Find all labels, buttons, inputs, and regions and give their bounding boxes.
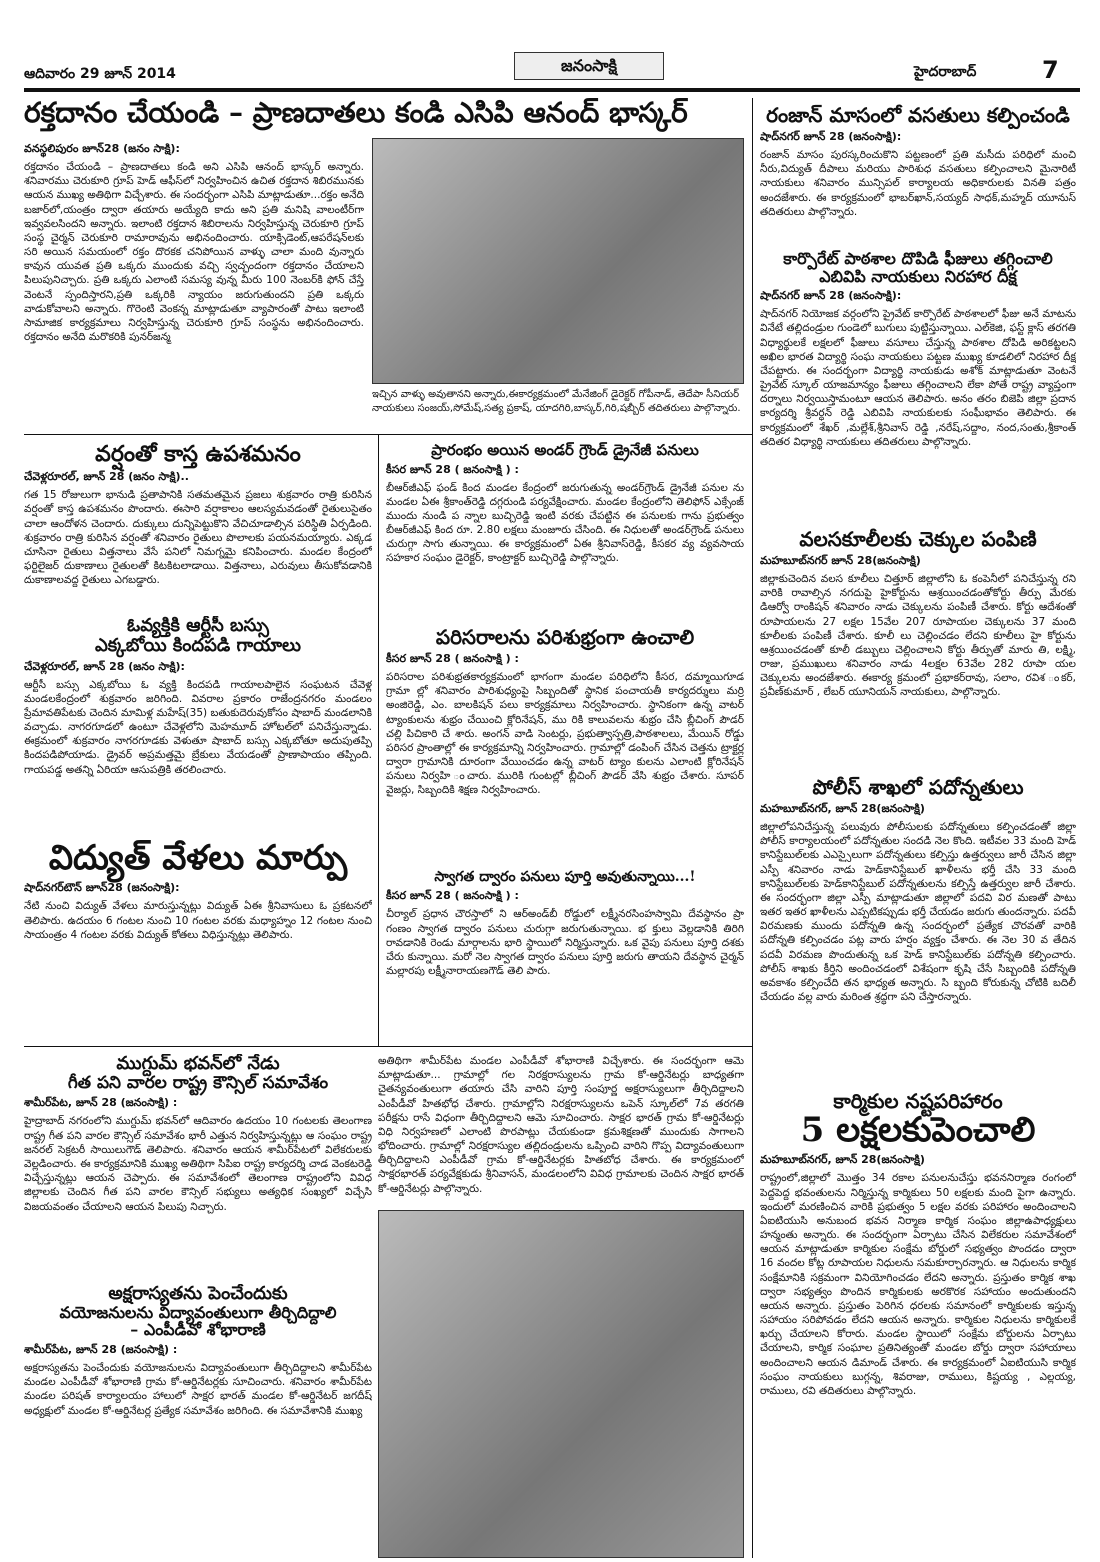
article-dateline: మహబూబ్‌నగర్, జూన్ 28(జనంసాక్షి) — [760, 802, 925, 815]
article-subheadline: ఎక్కబోయి కిందపడి గాయాలు — [95, 634, 301, 656]
article-body: ఆర్టీసీ బస్సు ఎక్కబోయి ఓ వ్యక్తి కిందపడి గాయాలపాలైన సంఘటన చేవెళ్ల మండలకేంద్రంలో శుక్రవారం జరిగింది. వివరాల ప్రకారం రాజేంద్రనగరం మండలం ప్రేమావతిపేటకు చెందిన మామిళ్ల మహేష్(35) బతుకుదెరువుకోసం షాబాద్ మండలానికి వచ్చాడు. నాగరగూడలో ఉంటూ చేవెళ్లలోని మెహమూద్ హోటల్‌లో పనిచేస్తున్నాడు. ఈక్రమంలో శుక్రవారం నాగరగూడకు వెళుతూ షాబాద్ బస్సు ఎక్కబోతూ అదుపుతప్పి కిందపడిపోయాడు. డ్రైవర్ అప్రమత్తమై బ్రేకులు వేయడంతో ప్రాణాపాయం తప్పింది. గాయపడ్డ అతన్ని ఏరియా ఆసుపత్రికి తరలించారు. — [24, 678, 372, 776]
article-corporate-fees — [760, 250, 1076, 522]
newspaper-logo: జనంసాక్షి — [514, 52, 664, 80]
article-headline: అక్షరాస్యతను పెంచేందుకు — [108, 1284, 288, 1304]
article-power-timings — [24, 840, 372, 1020]
article-dateline: చేవెళ్లరూరల్, జూన్ 28 (జనం సాక్షి): — [24, 659, 185, 673]
article-headline: ముగ్దుమ్ భవన్‌లో నేడు — [116, 1054, 280, 1074]
page-number: 7 — [1042, 56, 1059, 84]
article-blood-donation — [24, 98, 744, 129]
article-body: అక్షరాస్యతను పెంచేందుకు వయోజనులను విద్యావంతులుగా తీర్చిదిద్దాలని శామీర్‌పేట మండల ఎంపీడీవో శోభారాణి గ్రామ కో-ఆర్డినేటర్లకు సూచించారు. శనివారం శామీర్‌పేట మండల పరిషత్ కార్యాలయం హాలులో సాక్షర భారత్ మండల కో-ఆర్డినేటర్ జగదీష్ అధ్యక్షులో మండల కో-ఆర్డినేటర్ల ప్రత్యేక సమావేశం జరిగింది. ఈ సమావేశానికి ముఖ్య — [24, 1361, 372, 1417]
section-rule — [24, 1046, 752, 1047]
article-body: అతిథిగా శామీర్‌పేట మండల ఎంపీడీవో శోభారాణి విచ్చేశారు. ఈ సందర్భంగా ఆమె మాట్లాడుతూ... గ్రామాల్లో గల నిరక్షరాస్యులను గ్రామ కో-ఆర్డినేటర్లు బాధ్యతగా చైతన్యవంతులుగా తయారు చేసి వారిని పూర్తి సంపూర్ణ అక్షరాస్యులుగా తీర్చిదిద్దాలని ఎంపీడీవో హితభోధ చేశారు. గ్రామాల్లోని నిరక్షరాస్యులను ఒపెన్ స్కూల్‌లో 7వ తరగతి పరీక్షను రాసే విధంగా తీర్చిదిద్దాలని ఆమె సూచించారు. సాక్షర భారత్ గ్రామ కో-ఆర్డినేటర్లు విధి నిర్వహణలో ఎలాంటి పొరపాట్లు చేయకుండా క్రమశిక్షణతో ముందుకు సాగాలని భోదించారు. గ్రామాల్లో నిరక్షరాస్యుల తల్లిదండ్రులను ఒప్పించి వారిని గొప్ప విద్యావంతులుగా తీర్చిదిద్దాలని ఎంపీడీవో గ్రామ కో-ఆర్డినేటర్లకు హితబోధ చేశారు. ఈ కార్యక్రమంలో సాక్షరభారత్ పర్యవేక్షకుడు శ్రీనివాసన్, మండలంలోని వివిధ గ్రామాలకు చెందిన సాక్షర భారత్ కో-ఆర్డినేటర్లు పాల్గొన్నారు. — [378, 1055, 744, 1195]
article-dateline: మహబూబ్‌నగర్, జూన్ 28(జనంసాక్షి) — [760, 1153, 925, 1167]
article-ramzan — [760, 98, 1076, 248]
article-body: పరిసరాల పరిశుభ్రతకార్యక్రమంలో భాగంగా మండల పరిధిలోని కీసర, దమ్మాయిగూడ గ్రామా ల్లో శనివారం పారిశుధ్యంపై సిబ్బందితో స్థానిక పంచాయతీ కార్యదర్శులు మర్రి అంజిరెడ్డి, ఎం. బాలకిషన్ పలు కార్యక్రమాలు నిర్వహించారు. స్థానికంగా ఉన్న వాటర్ ట్యాంకులను శుభ్రం చేయించి క్లోరినేషన్, ము రికి కాలువలను శుభ్రం చేసి బ్లీచింగ్ పౌడర్ చల్లి పిచికారి చే శారు. అంగన్ వాడి సెంటర్లు, ప్రభుత్వాస్పత్రి,పాఠశాలలు, మేయిన్ రోడ్డు పరిసర ప్రాంతాల్లో ఈ కార్యక్రమాన్ని నిర్వహించారు. గ్రామాల్లో డంపింగ్ చేసిన చెత్తను ట్రాక్టర్ల ద్వారా గ్రామానికి దూరంగా వేయించడం ఉన్న వాటర్ ట్యాం కులను ఎలాంటి క్లోరినేషన్ పనులు నిర్వహి ంచారు. మురికి గుంటల్లో బ్లీచింగ్ పౌడర్ వేసి శుభ్రం చేశారు. సూపర్ వైజర్లు, సిబ్బందికి శిక్షణ నిర్వహించారు. — [386, 671, 744, 797]
edition-city: హైదరాబాద్ — [914, 64, 977, 80]
blood-donation-photo — [372, 138, 744, 384]
article-headline: కార్పొరేట్ పాఠశాల దొపిడి ఫీజులు తగ్గించాలి — [783, 250, 1053, 268]
article-headline: ఓవ్యక్తికి ఆర్టీసీ బస్సు — [127, 616, 269, 636]
literacy-meeting-photo — [378, 1210, 744, 1558]
article-body: రంజాన్ మాసం పురస్కరించుకొని పట్టణంలో ప్రతి మసీదు పరిధిలో మంచి నీరు,విద్యుత్ దీపాలు మరియు పారిశుధ వసతులు కల్పించాలని మైనారిటీ నాయకులు శనివారం మున్సిపల్ కార్యాలయ అధికారులకు వినతి పత్రం అందజేశారు. ఈ కార్యక్రమంలో భాబర్‌ఖాన్,సయ్యద్ సాధక్,మహ్మద్ యూనుస్ తదితరులు పాల్గొన్నారు. — [760, 149, 1076, 218]
article-headline: విద్యుత్ వేళలు మార్పు — [48, 840, 348, 878]
article-dateline: షాద్‌నగర్‌టౌన్ జూన్28 (జనంసాక్షి): — [24, 881, 180, 895]
article-body: బీఆర్‌జీఎఫ్ ఫండ్ కింద మండల కేంద్రంలో జరుగుతున్న అండర్‌గ్రౌండ్ డ్రైనేజీ పనుల ను మండల ఏఈ శ్రీకాంత్‌రెడ్డి దగ్గరుండి పర్యవేక్షించారు. మండల కేంద్రంలోని తెలిఫోన్ ఎక్సేంజ్ ముందు నుండి ప న్నాల బుచ్చిరెడ్డి ఇంటి వరకు చేపట్టిన ఈ పనులకు గాను ప్రభుత్వం బీఆర్‌జీఎఫ్ కింద రూ. 2.80 లక్షలు మంజూరు చేసింది. ఈ నిధులతో అండర్‌గ్రౌండ్ పనులు చురుగ్గా సాగు తున్నాయి. ఈ కార్యక్రమంలో ఏఈ శ్రీనివాస్‌రెడ్డి, కీసకర వ్య వ్యవసాయ సహకార సంఘం డైరెక్టర్, కాంట్రాక్టర్ బుచ్చిరెడ్డి పాల్గొన్నారు. — [386, 481, 744, 565]
article-body: నేటి నుంచి విద్యుత్ వేళలు మారుస్తున్నట్లు విద్యుత్ ఏఈ శ్రీనివాసులు ఓ ప్రకటనలో తెలిపారు. ఉదయం 6 గంటల నుంచి 10 గంటల వరకు మధ్యాహ్నం 12 గంటల నుంచి సాయంత్రం 4 గంటల వరకు విద్యుత్ కోతలు విధిస్తున్నట్లు తెలిపారు. — [24, 900, 372, 941]
article-dateline: కీసర జూన్ 28 ( జనంసాక్షి ) : — [386, 652, 519, 665]
article-dateline: శామీర్‌పేట, జూన్ 28 (జనంసాక్షి) : — [24, 1096, 178, 1110]
article-subheadline: వయోజనులను విద్యావంతులుగా తీర్చిదిద్దాలి — [59, 1302, 337, 1322]
article-headline: వర్షంతో కాస్త ఉపశమనం — [95, 442, 301, 467]
article-headline: కార్మికుల నష్టపరిహారం — [833, 1090, 1003, 1113]
article-byline: – ఎంపీడీవో శోభారాణి — [130, 1320, 266, 1340]
article-headline: వలసకూలీలకు చెక్కుల పంపిణి — [799, 528, 1037, 551]
article-body: రాష్ట్రంలో,జిల్లాలో మొత్తం 34 రకాల పనులనుచేస్తు భవననిర్మాణ రంగంలో పెద్దపెద్ద భవంతులను నిర్మిస్తున్న కార్మికులు 50 లక్షలకు మంది పైగా ఉన్నారు. ఇందులో మరణించిన వారికి ప్రభుత్వం 5 లక్షల వరకు పరిహారం అందించాలని ఏఐటియుసి అనుబంద భవన నిర్మాణ కార్మిక సంఘం జిల్లాఉపాధ్యక్షులు హన్మంతు అన్నారు. ఈ సందర్భంగా ఏర్పాటు చేసిన విలేకరుల సమావేశంలో ఆయన మాట్లాడుతూ కార్మికుల సంక్షేమ బోర్డులో సభ్యత్వం పొందడం ద్వారా 16 వందల కోట్ల రూపాయల నిధులను సమకూర్చారన్నారు. ఆ నిధులను కార్మిక సంక్షేమానికి సక్రమంగా వినియోగించడం లేదని అన్నారు. ప్రస్తుతం కార్మిక శాఖ ద్వారా సభ్యత్వం పొందిన కార్మికులకు అరకొరక సహాయం అందుతుందని ఆయన అన్నారు. ప్రస్తుతం పెరిగిన ధరలకు సమానంలో కార్మికులకు ఇస్తున్న సహాయం సరిపోవడం లేదని ఆయన అన్నారు. కార్మికుల నిధులను కార్మికులకే ఖర్చు చేయాలని కోరారు. మండల స్థాయిలో సంక్షేమ బోర్డులను ఏర్పాటు చేయాలని, కార్మిక సంఘాల ప్రతినిత్యంతో మండల బోర్డు ద్వారా సహాయాలు అందించాలని ఆయన డిమాండ్ చేశారు. ఈ కార్యక్రమంలో ఏఐటియుసి కార్మిక సంఘం నాయకులు బుగ్గన్న, శివరాజు, రాములు, కిష్టయ్య , ఎల్లయ్య, రాములు, రవి తదితరులు పాల్గొన్నారు. — [760, 1172, 1076, 1397]
article-literacy-continued — [378, 1054, 744, 1204]
article-subheadline: 5 లక్షలకుపెంచాలి — [800, 1110, 1036, 1150]
section-rule — [24, 434, 752, 435]
column-rule — [752, 98, 753, 1558]
article-body: రక్తదానం చేయండి – ప్రాణదాతలు కండి అని ఎసిపి ఆనంద్ భాస్కర్ అన్నారు. శనివారము చెరుకూరి గ్రూప్ హెడ్ ఆఫీస్‌లో నిర్వహించిన ఉచిత రక్తదాన శిబిరమునకు ఆయన ముఖ్య అతిథిగా విచ్చేశారు. ఈ సందర్భంగా ఎసిపి మాట్లాడుతూ...రక్తం అనేది బజార్‌లో,యంత్రం ద్వారా తయారు అయ్యేది కాదు అని ప్రతి మనిషి వాలంటీర్‌గా ఇవ్వవలసిందని అన్నారు. ఇలాంటి రక్తదాన శిబిరాలను నిర్వహిస్తున్న చెరుకూరి గ్రూప్ సంస్థ చైర్మన్ చెరుకూరి రామారావును అభినందించారు. యాక్సిడెంట్,ఆపరేషన్‌లకు సరి అయిన సమయంలో రక్తం దొరకక చనిపోయిన వాళ్ళు చాలా మంది వున్నారు కావున యువత ప్రతి ఒక్కరు ముందుకు వచ్చి స్వచ్ఛందంగా రక్తదానం చేయాలని పిలుపునిచ్చారు. ప్రతి ఒక్కరు ఎలాంటి సమస్య వున్న మీరు 100 నెంబర్‌కి ఫోన్ చేస్తే వెంటనే స్పందిస్తారని,ప్రతి ఒక్కరికి న్యాయం జరుగుతుందని ప్రతి ఒక్కరు వాడుకోవాలని అన్నారు. గొరెంటి వెంకన్న మాట్లాడుతూ వ్యాపారంతో పాటు ఇలాంటి సామాజిక కార్యక్రమాలు నిర్వహిస్తున్న చెరుకూరి గ్రూప్ సంస్థను అభినందించారు. రక్తదానం అనేది మరొకరికి పునర్‌జన్మ — [24, 161, 364, 344]
issue-date: ఆదివారం 29 జూన్ 2014 — [24, 66, 176, 82]
article-welcome-arch — [386, 870, 744, 1038]
article-body: చీర్యాల్ ప్రధాన చౌరస్తాలో ని ఆర్‌అండ్‌బీ రోడ్డులో లక్ష్మీనరసింహస్వామి దేవస్థానం ప్రా గంణం స్వాగత ద్వారం పనులు చురుగ్గా జరుగుతున్నాయి. భ క్తులు వెల్లడానికి తిరిగి రావడానికి రెండు మార్గాలను భారి స్థాయిలో నిర్మిస్తున్నారు. ఒక వైపు పనులు పూర్తి దశకు చేరు కున్నాయి. మరో నెల స్వాగత ద్వారం పనులు పూర్తి జరుగు తాయని దేవస్థాన చైర్మన్ మల్లారపు లక్ష్మీనారాయణగౌడ్ తెలి పారు. — [386, 908, 744, 978]
article-body: జిల్లాకుచెందిన వలస కూలీలు చిత్తూర్ జిల్లాలోని ఓ కంపెనీలో పనిచేస్తున్న రని వారికి రావాల్సిన నగదుపై హైకోర్టును ఆశ్రయించడంతోకోర్టు తీర్పు మేరకు డిఆర్వో రాంకిషన్ శనివారం నాడు చెక్కులను పంపిణీ చేశారు. కోర్టు ఆదేశంతో రూపాయలను 27 లక్షల 15వేల 207 రూపాయల చెక్కులను 37 మంది కూలీలకు పంపిణీ చేశారు. కూలీ లు చెల్లించడం లేదని కూలీలు హై కోర్టును ఆశ్రయించడంతో కూలీ డబ్బులు చెల్లించాలని కోర్టు తీర్పుతో మారు తి, లక్ష్మి, రాజు, ప్రముఖులు శనివారం నాడు 4లక్షల 63వేల 282 రూపా యల చెక్కులను అందజేశారు. ఈకార్య క్రమంలో ప్రభాకర్‌రావు, సలాం, రవిశ ంకర్, ప్రవీణ్‌కుమార్ , లేబర్ యూనియన్ నాయకులు, పాల్గొన్నారు. — [760, 573, 1076, 699]
article-makhdoom-bhavan — [24, 1054, 372, 1280]
article-underground-drainage — [386, 442, 744, 622]
article-subheadline: ఎబివిపి నాయకులు నిరహార దీక్ష — [819, 266, 1017, 286]
article-police-promotions — [760, 776, 1076, 1086]
article-blood-donation-body — [24, 138, 364, 428]
article-dateline: చేవెళ్లరూరల్, జూన్ 28 (జనం సాక్షి).. — [24, 470, 189, 484]
article-cleanliness — [386, 626, 744, 866]
article-dateline: శామీర్‌పేట, జూన్ 28 (జనంసాక్షి) : — [24, 1342, 178, 1356]
article-dateline: మహబూబ్‌నగర్ జూన్ 28(జనంసాక్షి) — [760, 554, 921, 567]
article-dateline: షాద్‌నగర్ జూన్ 28 (జనంసాక్షి): — [760, 289, 902, 303]
article-headline: పోలీస్ శాఖలో పదోన్నతులు — [812, 776, 1024, 799]
article-body: జిల్లాలోపనిచేస్తున్న పలువురు పోలీసులకు పదోన్నతులు కల్పించడంతో జిల్లా పోలీస్ కార్యాలయంలో పదోన్నతుల సందడి నెల కొంది. ఇటీవల 33 మంది హెడ్ కానిస్టేబుల్‌లకు ఎఎస్సైలుగా పదోన్నతులు కల్పిస్తు ఉత్తర్వులు జారీ చేసిన జిల్లా ఎస్పీ శనివారం నాడు హెడ్‌కానిస్టేబుల్ ఖాళీలను భర్తీ చేసి 33 మంది కానిస్టేబుల్‌లకు హెడ్‌కానిస్టేబుల్ పదోన్నతులను కల్పిస్తే ఉత్తర్వుల జారీ చేశారు. ఈ సందర్భంగా జిల్లా ఎస్పీ మాట్లాడుతూ జిల్లాలో పదవి విర మణతో పాటు ఇతర ఇతర ఖాళీలను ఎప్పటికప్పుడు భర్తీ చేయడం జరుగు తుందన్నారు. పదవీ విరమణకు ముందు పదోన్నతి ఉన్న సందర్భంలో ప్రత్యేక చొరవతో వారికి పదోన్నతి కల్పించడం పట్ల వారు హర్షం వ్యక్తం చేశారు. ఈ నెల 30 వ తేదిన పదవీ విరమణ పొందుతున్న ఒక హెడ్ కానిస్టేబుల్‌కు పదోన్నతి కల్పించారు. పోలీస్ శాఖకు కీర్తిని అందించడంలో విశేషంగా కృషి చేసే సిబ్బందికి పదోన్నతి అవకాశం కల్పించేది తన భాధ్యత అన్నారు. సి బ్బంది కోరుకున్న చోటికి బదిలీ చేయడం వల్ల వారు మరింత శ్రద్ధగా పని చేస్తారన్నారు. — [760, 821, 1076, 1004]
article-rain-relief — [24, 442, 372, 612]
article-headline: స్వాగత ద్వారం పనులు పూర్తి అవుతున్నాయి...! — [434, 870, 696, 885]
article-dateline: షాద్‌నగర్ జూన్ 28 (జనంసాక్షి): — [760, 130, 902, 143]
masthead — [24, 52, 1080, 96]
masthead-rule — [24, 88, 1080, 92]
article-headline: రక్తదానం చేయండి – ప్రాణదాతలు కండి ఎసిపి ఆనంద్ భాస్కర్ — [24, 96, 688, 129]
article-headline: పరిసరాలను పరిశుభ్రంగా ఉంచాలి — [435, 626, 695, 649]
article-dateline: వనస్థలిపురం జూన్28 (జనం సాక్షి): — [24, 142, 180, 155]
article-rtc-bus-accident — [24, 616, 372, 838]
article-migrant-cheques — [760, 528, 1076, 772]
article-workers-compensation — [760, 1090, 1076, 1558]
article-dateline: కీసర జూన్ 28 ( జనంసాక్షి ) : — [386, 889, 519, 903]
article-literacy — [24, 1284, 372, 1558]
article-body: షాద్‌నగర్ నియోజక వర్గంలోని ప్రైవేట్ కార్పొరేట్ పాఠశాలలో ఫీజు అనే మాటను వినేటే తల్లిదండ్రుల గుండెలో బుగులు పుట్టిస్తున్నాయి. ఎల్‌కెజి, ఫస్ట్ క్లాస్ తరగతి విధ్యార్థులకే లక్షలలో ఫీజులు వసూలు చేస్తున్న పాఠశాల దోపిడి అరికట్టలని అఖిల భారత విద్యార్థి సంఘ నాయకులు పట్టణ ముఖ్య కూడలిలో నిరహార దీక్ష చేపట్టారు. ఈ సందర్భంగా విద్యార్థి నాయకుడు అశోక్ మాట్లాడుతూ వెంటనే ప్రైవేట్ స్కూల్ యాజమాన్యం ఫీజులు తగ్గించాలని లేకా పోతే రాష్ట్ర వ్యాప్తంగా దర్నాలు నిర్వయిస్తామంటూ ఆయన తెలిపారు. అనం తరం బిజెపి జిల్లా ప్రదాన కార్యదర్శి శ్రీవర్ధన్ రెడ్డి ఎబివిపి నాయకులకు సంఘీభావం తెలిపారు. ఈ కార్యక్రమంలో శేఖర్ ,మల్లేశ్,శ్రీనివాస్ రెడ్డి ,నరేష్,సద్దాం, నంద,సంతు,శ్రీకాంత్ తదితర విధ్యార్థి నాయకులు తదితరులు పాల్గొన్నారు. — [760, 308, 1076, 448]
photo-caption: ఇచ్చిన వాళ్ళు అవుతానని అన్నారు,ఈకార్యక్రమంలో మేనేజింగ్ డైరెక్టర్ గోపీనాడ్, తెదేపా సీనియర్ నాయకులు సంజయ్,సోమేష్,సత్య ప్రకాష్, యాదగిరి,బాస్కర్,గిరి,షబ్బీర్ తదితరులు పాల్గొన్నారు. — [372, 389, 741, 414]
article-subheadline: గీత పని వారల రాష్ట్ర కౌన్సిల్ సమావేశం — [67, 1072, 329, 1093]
article-body: గత 15 రోజులుగా భానుడి ప్రతాపానికి సతమతమైన ప్రజలు శుక్రవారం రాత్రి కురిసిన వర్షంతో కాస్త ఉపశమనం పొందారు. ఈసారి వర్షాకాలం ఆలస్యమవడంతో రైతులుసైతం చాలా ఆందోళన చెందారు. దుక్కులు దున్నిపెట్టుకొని వేచిచూడాల్సిన పరిస్థితి ఏర్పడింది. శుక్రవారం రాత్రి కురిసిన వర్షంతో శనివారం రైతులు పొలాలకు పయనమయ్యారు. ఎక్కడ చూసినా రైతులు విత్తనాలు వేసే పనిలో నిమగ్నమై కనిపించారు. మండల కేంద్రంలో ఫర్టిలైజర్ దుకాణాలు రైతులతో కిటకిటలాడాయి. విత్తనాలు, ఎరువులు తీసుకోవడానికి దుకాణాలవద్ద రైతులు ఎగబడ్డారు. — [24, 489, 372, 587]
article-body: హైద్రాబాద్ నగరంలోని ముగ్దుమ్ భవన్‌లో ఆదివారం ఉదయం 10 గంటలకు తెలంగాణ రాష్ట్ర గీత పని వారల కౌన్సిల్ సమావేశం భారీ ఎత్తున నిర్వహిస్తున్నట్లు ఆ సంఘం రాష్ట్ర జనరల్ సెక్రటరీ సాయిలుగౌడ్ తెలిపారు. శనివారం ఆయన శామీర్‌పేటలో విలేకరులకు వెల్లడించారు. ఈ కార్యక్రమానికి ముఖ్య అతిథిగా సిపిఐ రాష్ట్ర కార్యదర్శి చాడ వెంకటరెడ్డి విచ్చేస్తున్నట్లు ఆయన చెప్పారు. ఈ సమావేశంలో తెలంగాణ రాష్ట్రంలోని వివిధ జిల్లాలకు చెందిన గీత పని వారల కౌన్సిల్ సభ్యులు అత్యధిక సంఖ్యలో విచ్చేసి విజయవంతం చేయాలని ఆయన పిలుపు నిచ్చారు. — [24, 1115, 372, 1213]
column-rule — [378, 434, 379, 1046]
article-headline: రంజాన్ మాసంలో వసతులు కల్పించండి — [766, 103, 1070, 127]
article-headline: ప్రారంభం అయిన అండర్ గ్రౌండ్ డ్రైనేజీ పనులు — [431, 442, 699, 459]
article-dateline: కీసర జూన్ 28 ( జనంసాక్షి ) : — [386, 462, 519, 476]
